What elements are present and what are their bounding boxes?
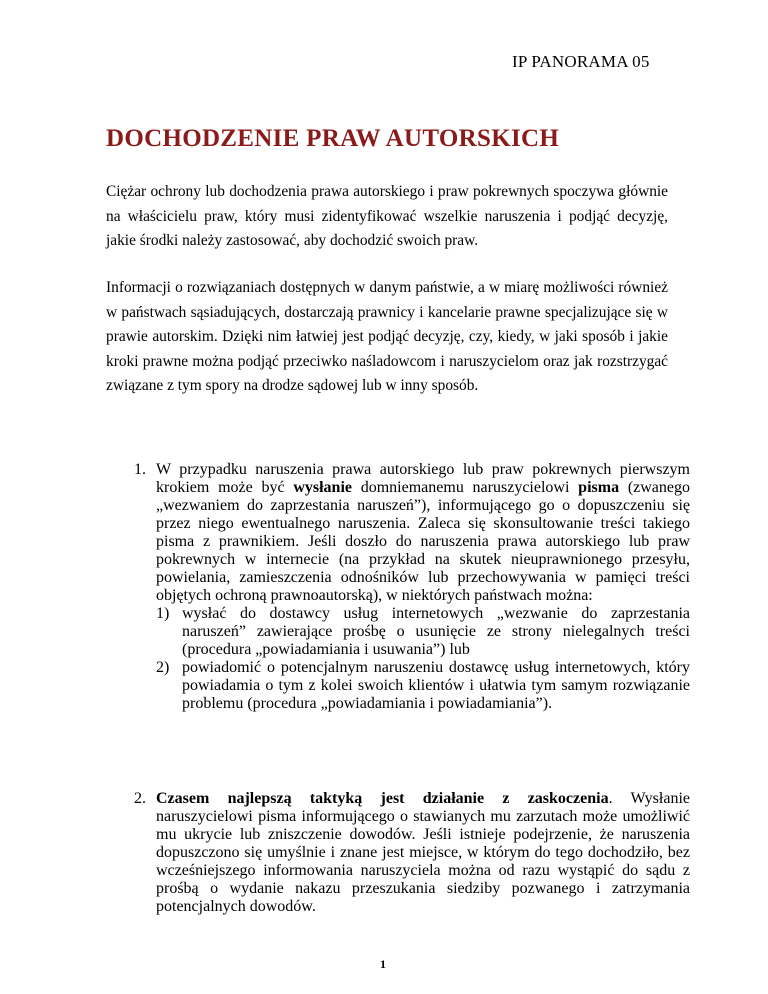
item-bold-text: Czasem najlepszą taktyką jest działanie z zaskoczenia xyxy=(156,790,609,807)
page-number: 1 xyxy=(380,957,386,971)
item-text: . Wysłanie naruszycielowi pisma informującego o stawianych mu zarzutach może umożliwić mu ukrycie lub zniszczenie dowodów. Jeśli istnieje podejrzenie, że naruszenia dopuszczono się umyślnie i znane jest miejsce, w którym do tego dochodziło, bez wcześniejszego informowania naruszyciela można od razu wystąpić do sądu z prośbą o wydanie nakazu przeszukania siedziby pozwanego i zatrzymania potencjalnych dowodów. xyxy=(156,790,691,915)
sub-item-number: 2) xyxy=(156,659,170,676)
item-text: domniemanemu naruszycielowi xyxy=(351,479,579,496)
numbered-item-2 xyxy=(134,790,690,916)
item-bold-text: wysłanie xyxy=(293,479,352,496)
item-text: W przypadku naruszenia prawa autorskiego lub praw pokrewnych pierwszym krokiem może być xyxy=(156,461,690,496)
running-header: IP PANORAMA 05 xyxy=(512,52,650,71)
item-number: 1. xyxy=(134,461,146,478)
sub-list-item-1 xyxy=(156,605,690,659)
sub-item-number: 1) xyxy=(156,605,170,622)
item-bold-text: pisma xyxy=(578,479,620,496)
item-number: 2. xyxy=(134,790,146,807)
page-title: DOCHODZENIE PRAW AUTORSKICH xyxy=(106,125,560,152)
sub-item-text: powiadomić o potencjalnym naruszeniu dostawcę usług internetowych, który powiadamia o tym z kolei swoich klientów i ułatwia tym samym rozwiązanie problemu (procedura „powiadamiania i powiadamiania”). xyxy=(182,659,690,712)
item-text: (zwanego „wezwaniem do zaprzestania naruszeń”), informującego go o dopuszczeniu się przez niego ewentualnego naruszenia. Zaleca się skonsultowanie treści takiego pisma z prawnikiem. Jeśli doszło do naruszenia prawa autorskiego lub praw pokrewnych w internecie (na przykład na skutek nieuprawnionego przesyłu, powielania, zamieszczenia odnośników lub przechowywania w pamięci treści objętych ochroną prawnoautorską), w niektórych państwach można: xyxy=(156,479,691,604)
sub-list xyxy=(156,605,690,713)
numbered-item-1 xyxy=(134,461,690,713)
sub-item-text: wysłać do dostawcy usług internetowych „wezwanie do zaprzestania naruszeń” zawierające prośbę o usunięcie ze strony nielegalnych treści (procedura „powiadamiania i usuwania”) lub xyxy=(182,605,690,658)
sub-list-item-2 xyxy=(156,659,690,713)
intro-paragraph-1: Ciężar ochrony lub dochodzenia prawa autorskiego i praw pokrewnych spoczywa głównie na właścicielu praw, który musi zidentyfikować wszelkie naruszenia i podjąć decyzję, jakie środki należy zastosować, aby dochodzić swoich praw. xyxy=(106,183,668,250)
intro-paragraph-2: Informacji o rozwiązaniach dostępnych w danym państwie, a w miarę możliwości również w państwach sąsiadujących, dostarczają prawnicy i kancelarie prawne specjalizujące się w prawie autorskim. Dzięki nim łatwiej jest podjąć decyzję, czy, kiedy, w jaki sposób i jakie kroki prawne można podjąć przeciwko naśladowcom i naruszycielom oraz jak rozstrzygać związane z tym spory na drodze sądowej lub w inny sposób. xyxy=(106,279,668,395)
